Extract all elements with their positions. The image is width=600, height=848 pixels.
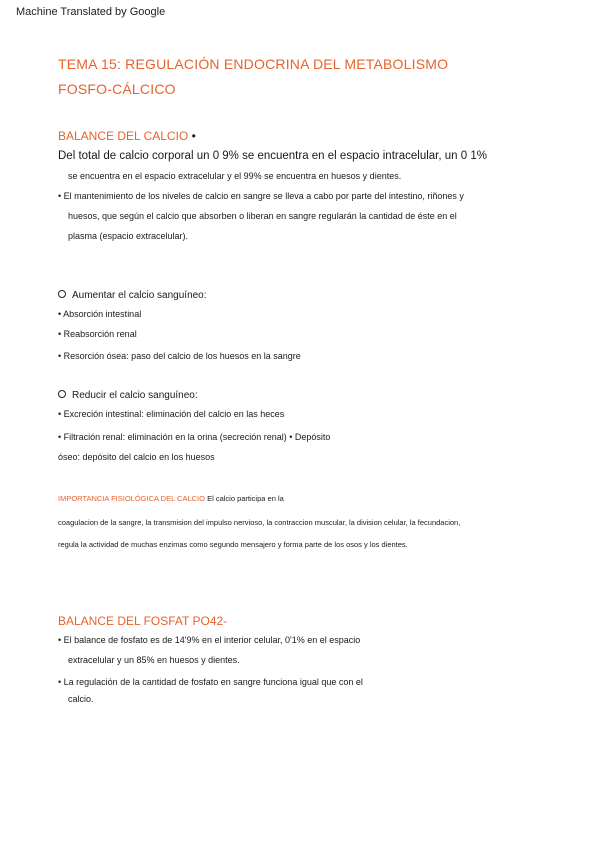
machine-translated-banner: Machine Translated by Google <box>16 6 166 18</box>
section-heading-calcio <box>58 129 196 143</box>
circle-bullet-icon <box>58 290 66 298</box>
page-title-line1: TEMA 15: REGULACIÓN ENDOCRINA DEL METABOLISMO <box>58 56 449 72</box>
aumentar-item: • Absorción intestinal <box>58 309 142 319</box>
calcio-bullet1-line3: plasma (espacio extracelular). <box>68 231 189 241</box>
calcio-heading-text: BALANCE DEL CALCIO <box>58 129 189 143</box>
importancia-line1-tail: El calcio participa en la <box>207 494 284 503</box>
reducir-heading <box>58 390 198 401</box>
fosfato-bullet1-line1: • El balance de fosfato es de 14'9% en el interior celular, 0'1% en el espacio <box>58 635 361 645</box>
page-title-line2: FOSFO-CÁLCICO <box>58 81 176 97</box>
circle-bullet-icon <box>58 390 66 398</box>
reducir-item3: óseo: depósito del calcio en los huesos <box>58 452 215 462</box>
aumentar-item: • Resorción ósea: paso del calcio de los huesos en la sangre <box>58 351 301 361</box>
calcio-bullet1-line2: huesos, que según el calcio que absorben o liberan en sangre regularán la cantidad de éste en el <box>68 211 457 221</box>
fosfato-bullet1-line2: extracelular y un 85% en huesos y dientes. <box>68 655 240 665</box>
calcio-bullet1-line1: • El mantenimiento de los niveles de calcio en sangre se lleva a cabo por parte del intestino, riñones y <box>58 191 464 201</box>
calcio-heading-bullet: • <box>191 129 196 143</box>
fosfato-bullet2-line2: calcio. <box>68 694 94 704</box>
aumentar-heading <box>58 290 207 301</box>
calcio-intro-line1: Del total de calcio corporal un 0 9% se encuentra en el espacio intracelular, un 0 1% <box>58 150 487 162</box>
section-heading-fosfato: BALANCE DEL FOSFAT PO42- <box>58 614 228 628</box>
calcio-intro-line2: se encuentra en el espacio extracelular y el 99% se encuentra en huesos y dientes. <box>68 171 402 181</box>
fosfato-bullet2-line1: • La regulación de la cantidad de fosfato en sangre funciona igual que con el <box>58 677 363 687</box>
aumentar-heading-text: Aumentar el calcio sanguíneo: <box>72 290 207 301</box>
importancia-line2: coagulacion de la sangre, la transmision del impulso nervioso, la contraccion muscular, la division celular, la fecundacion, <box>58 518 461 527</box>
importancia-line1 <box>58 494 284 503</box>
reducir-item1: • Excreción intestinal: eliminación del calcio en las heces <box>58 409 285 419</box>
aumentar-item: • Reabsorción renal <box>58 329 137 339</box>
reducir-heading-text: Reducir el calcio sanguíneo: <box>72 390 198 401</box>
importancia-line3: regula la actividad de muchas enzimas como segundo mensajero y forma parte de los osos y los dientes. <box>58 540 408 549</box>
reducir-item2: • Filtración renal: eliminación en la orina (secreción renal) • Depósito <box>58 432 331 442</box>
importancia-heading: IMPORTANCIA FISIOLÓGICA DEL CALCIO <box>58 494 205 503</box>
